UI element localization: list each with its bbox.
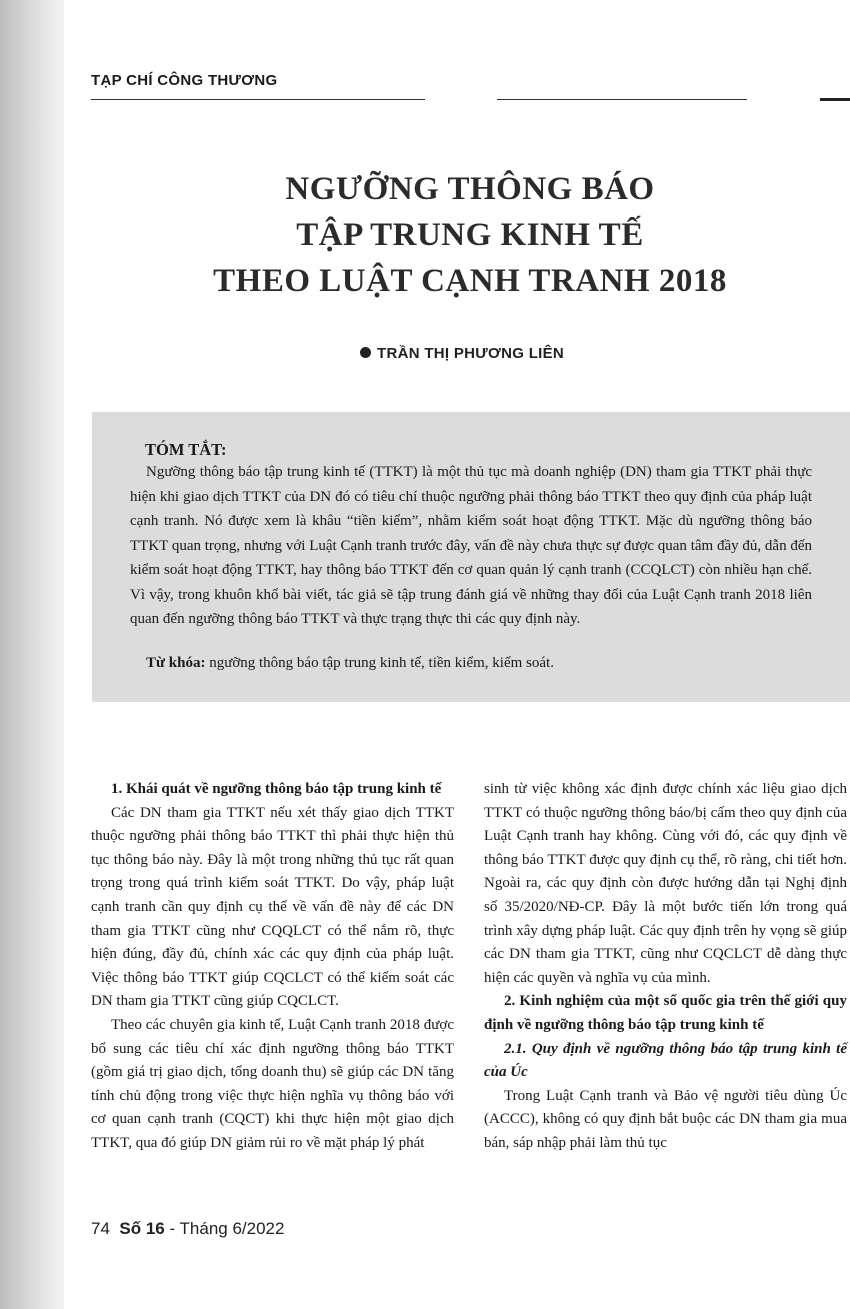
abstract-body: Ngưỡng thông báo tập trung kinh tế (TTKT) là một thủ tục mà doanh nghiệp (DN) tham gia TTKT phải thực hiện khi giao dịch TTKT của DN đó có tiêu chí thuộc ngưỡng phải thông báo TTKT theo quy định của pháp luật cạnh tranh. Nó được xem là khâu “tiền kiểm”, nhằm kiểm soát hoạt động TTKT. Mặc dù ngưỡng thông báo TTKT quan trọng, nhưng với Luật Cạnh tranh trước đây, vấn đề này chưa thực sự được quan tâm đầy đủ, dẫn đến kiểm soát hoạt động TTKT, hay thông báo TTKT đến cơ quan quản lý cạnh tranh (CCQLCT) còn nhiều hạn chế. Vì vậy, trong khuôn khổ bài viết, tác giả sẽ tập trung đánh giá về những thay đổi của Luật Cạnh tranh 2018 liên quan đến ngưỡng thông báo TTKT và thực trạng thực thi các quy định này. [130,464,812,627]
page-number: 74 [91,1219,110,1238]
left-column [91,778,454,1156]
title-line-3: THEO LUẬT CẠNH TRANH 2018 [213,263,727,299]
page-footer [91,1219,284,1239]
title-line-1: NGƯỠNG THÔNG BÁO [285,171,655,207]
section-1-heading: 1. Khái quát về ngưỡng thông báo tập trung kinh tế [111,781,442,797]
right-column [484,778,847,1156]
right-paragraph-1: sinh từ việc không xác định được chính xác liệu giao dịch TTKT có thuộc ngưỡng thông báo/bị cấm theo quy định của Luật Cạnh tranh hay không. Cùng với đó, các quy định về thông báo TTKT được quy định cụ thể, rõ ràng, chi tiết hơn. Ngoài ra, các quy định còn được hướng dẫn tại Nghị định số 35/2020/NĐ-CP. Đây là một bước tiến lớn trong quá trình xây dựng pháp luật. Các quy định trên hy vọng sẽ giúp các DN tham gia TTKT, cũng như CQCLCT dễ dàng thực hiện các quyền và nghĩa vụ của mình. [484,781,847,986]
keywords-line [146,655,554,672]
abstract-heading: TÓM TẮT: [145,440,227,459]
header-rule-right [820,98,850,101]
title-line-2: TẬP TRUNG KINH TẾ [296,217,644,253]
issue-number: Số 16 [119,1219,165,1238]
author-name: TRẦN THỊ PHƯƠNG LIÊN [377,345,565,362]
right-paragraph-2: Trong Luật Cạnh tranh và Bảo vệ người tiêu dùng Úc (ACCC), không có quy định bắt buộc các DN tham gia mua bán, sáp nhập phải làm thủ tục [484,1087,847,1151]
author-line [360,345,564,362]
header-rule-left [91,99,425,100]
page-binding-shadow [0,0,64,1309]
subsection-2-1-heading: 2.1. Quy định về ngưỡng thông báo tập trung kinh tế của Úc [484,1040,847,1081]
issue-date: - Tháng 6/2022 [164,1219,285,1238]
keywords-label: Từ khóa: [146,655,206,671]
header-rule-middle [497,99,747,100]
bullet-icon [360,347,371,358]
section-2-heading: 2. Kinh nghiệm của một số quốc gia trên thế giới quy định về ngưỡng thông báo tập trung kinh tế [484,993,847,1033]
keywords-text: ngưỡng thông báo tập trung kinh tế, tiền kiểm, kiểm soát. [205,655,554,671]
left-paragraph-1: Các DN tham gia TTKT nếu xét thấy giao dịch TTKT thuộc ngưỡng phải thông báo TTKT thì phải thực hiện thủ tục thông báo này. Đây là một trong những thủ tục rất quan trọng trong quá trình kiểm soát TTKT. Do vậy, pháp luật cạnh tranh cần quy định cụ thể về vấn đề này để các DN tham gia TTKT cũng như CQQLCT có thể nắm rõ, thực hiện đúng, đầy đủ, chính xác các quy định của pháp luật. Việc thông báo TTKT giúp CQCLCT có thể kiểm soát các DN tham gia TTKT cũng giúp CQCLCT. [91,804,454,1010]
left-paragraph-2: Theo các chuyên gia kinh tế, Luật Cạnh tranh 2018 được bổ sung các tiêu chí xác định ngưỡng thông báo TTKT (gồm giá trị giao dịch, tổng doanh thu) sẽ giúp các DN tăng tính chủ động trong việc thực hiện nghĩa vụ thông báo với cơ quan cạnh tranh (CQCT) khi thực hiện một giao dịch TTKT, qua đó giúp DN giảm rủi ro về mặt pháp lý phát [91,1016,454,1151]
article-title [80,166,850,304]
journal-header: TẠP CHÍ CÔNG THƯƠNG [91,72,278,89]
